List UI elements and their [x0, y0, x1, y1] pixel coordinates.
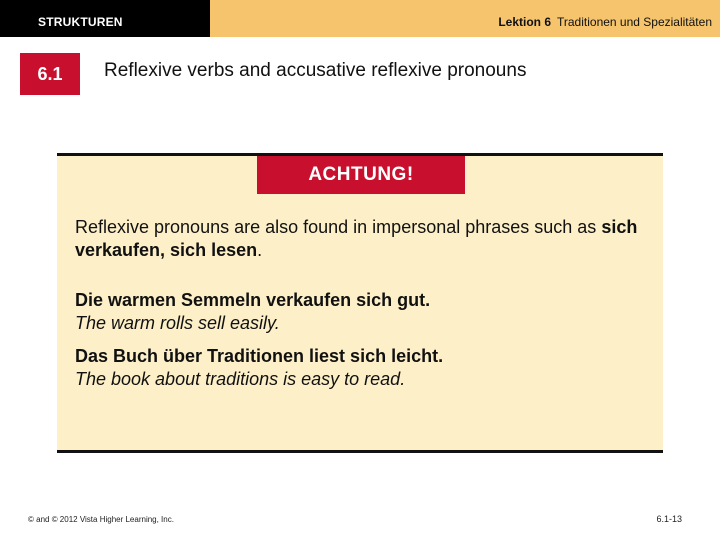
section-number-badge: 6.1 [20, 53, 80, 95]
example-german: Das Buch über Traditionen liest sich leicht. [75, 346, 444, 366]
lesson-title: Traditionen und Spezialitäten [557, 15, 712, 29]
section-label: STRUKTUREN [38, 15, 123, 29]
intro-terms: sich verkaufen, sich lesen [75, 217, 638, 260]
example-english: The warm rolls sell easily. [75, 313, 280, 333]
intro-text: Reflexive pronouns are also found in impersonal phrases such as [75, 217, 602, 237]
note-heading: ACHTUNG! [257, 156, 465, 194]
note-intro [75, 216, 645, 262]
intro-end: . [257, 240, 263, 260]
lesson-heading [498, 15, 712, 29]
page-title: Reflexive verbs and accusative reflexive pronouns [104, 60, 527, 81]
copyright-notice: © and © 2012 Vista Higher Learning, Inc. [28, 515, 174, 524]
section-label-bar [0, 0, 210, 37]
lesson-number: Lektion 6 [498, 15, 551, 29]
lesson-bar [210, 0, 720, 37]
slide-number: 6.1-13 [656, 514, 682, 524]
example-2 [75, 345, 645, 391]
example-1 [75, 289, 645, 335]
achtung-note-box [57, 153, 663, 453]
example-german: Die warmen Semmeln verkaufen sich gut. [75, 290, 431, 310]
top-bar [0, 0, 720, 37]
example-english: The book about traditions is easy to read. [75, 369, 406, 389]
